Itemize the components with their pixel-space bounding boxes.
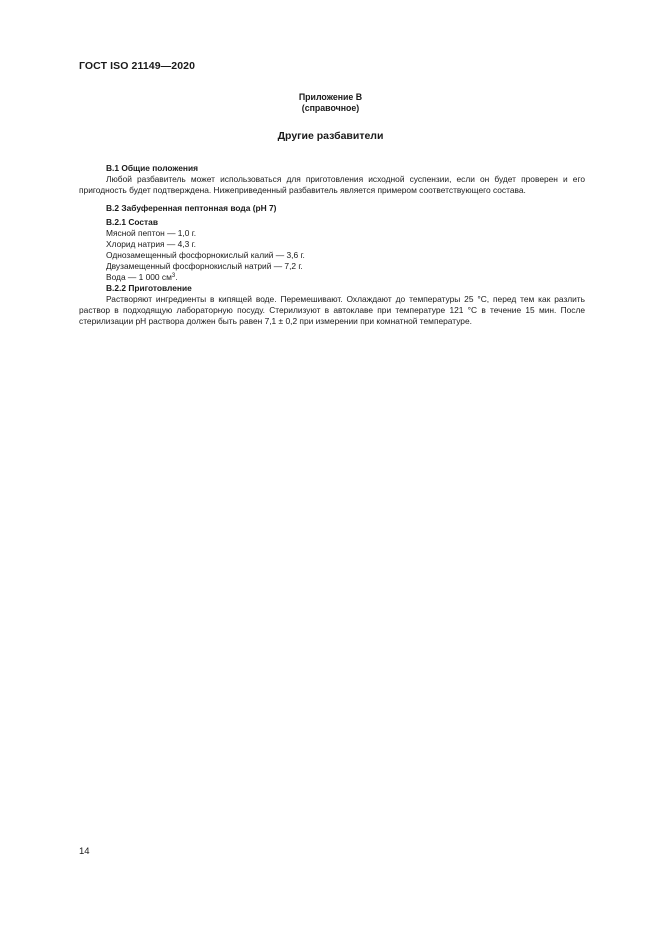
annex-heading: Другие разбавители	[277, 130, 384, 142]
section-b21-title: В.2.1 Состав	[106, 217, 158, 227]
document-header: ГОСТ ISO 21149—2020	[79, 60, 196, 72]
section-b2-title: В.2 Забуференная пептонная вода (pH 7)	[106, 203, 277, 213]
annex-type: (справочное)	[301, 103, 360, 113]
document-body	[79, 163, 585, 327]
section-b1-title: В.1 Общие положения	[106, 163, 199, 173]
section-b22-text: Растворяют ингредиенты в кипящей воде. Перемешивают. Охлаждают до температуры 25 °С, перед тем как разлить раствор в подходящую лабораторную посуду. Стерилизуют в автоклаве при температуре 121 °С в течение 15 мин. После стерилизации pH раствора должен быть равен 7,1 ± 0,2 при измерении при комнатной температуре.	[79, 294, 585, 326]
composition-item: Мясной пептон — 1,0 г.	[106, 228, 197, 238]
composition-item: Однозамещенный фосфорнокислый калий — 3,6 г.	[106, 250, 305, 260]
page-number: 14	[79, 846, 90, 857]
composition-item: Двузамещенный фосфорнокислый натрий — 7,2 г.	[106, 261, 303, 271]
composition-item-water	[79, 272, 585, 283]
water-text: Вода — 1 000 см	[106, 272, 172, 282]
composition-item: Хлорид натрия — 4,3 г.	[106, 239, 196, 249]
section-b1-text: Любой разбавитель может использоваться для приготовления исходной суспензии, если он будет проверен и его пригодность будет подтверждена. Нижеприведенный разбавитель является примером соответствующего состава.	[79, 174, 585, 195]
water-superscript: 3	[171, 273, 176, 279]
annex-title: Приложение В	[298, 92, 363, 102]
section-b22-title: В.2.2 Приготовление	[106, 283, 192, 293]
water-end: .	[175, 272, 178, 282]
